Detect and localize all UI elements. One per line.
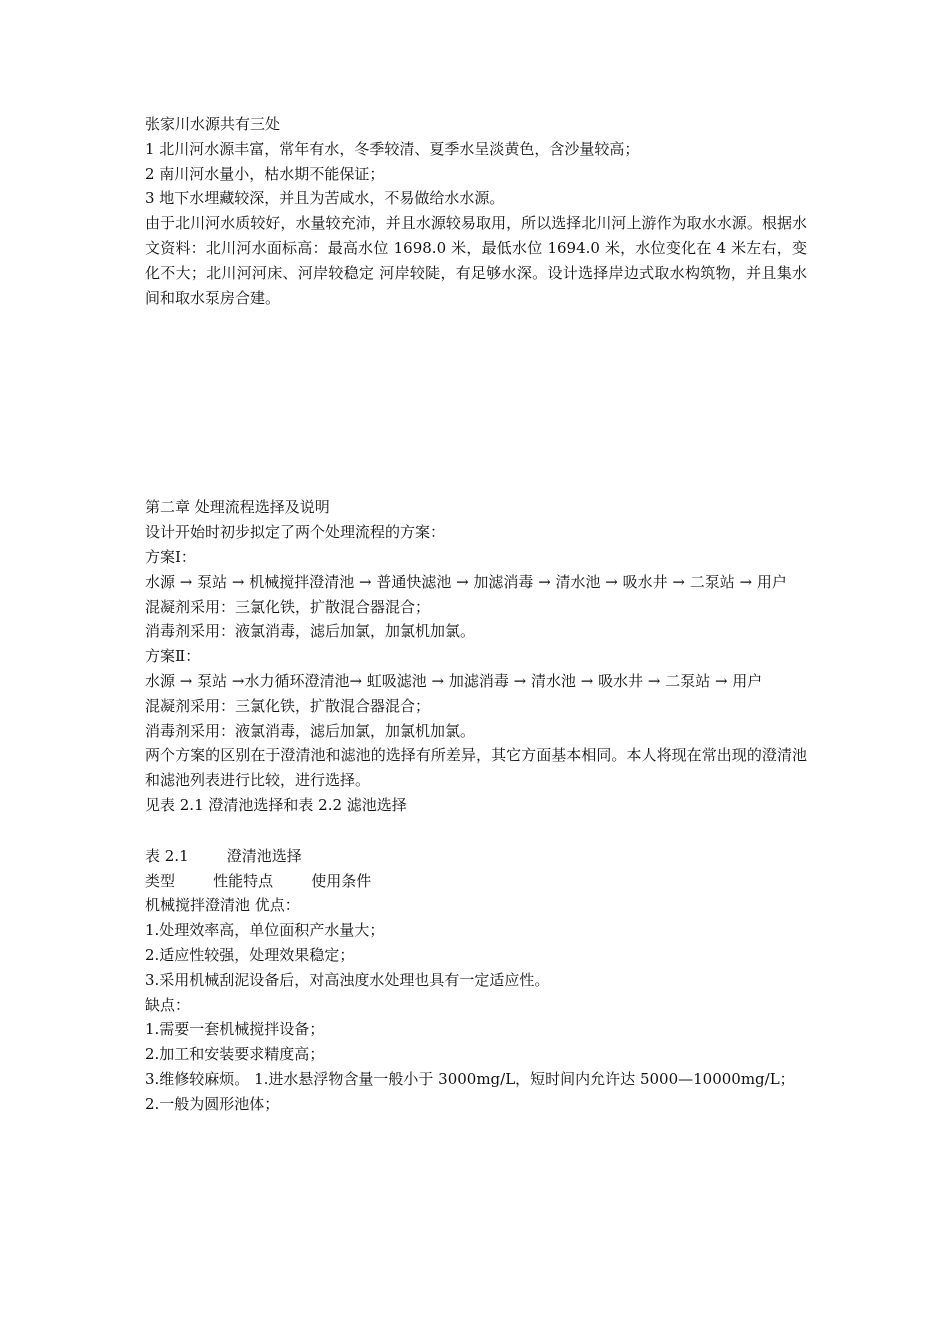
table-caption: 表 2.1 澄清池选择 — [145, 846, 302, 865]
intro-line-4: 3 地下水埋藏较深，并且为苦咸水，不易做给水水源。 — [145, 189, 505, 208]
scheme-1-label: 方案Ⅰ： — [145, 547, 196, 566]
table-row-line: 1.处理效率高，单位面积产水量大； — [145, 921, 385, 940]
document-body — [145, 112, 807, 1117]
table-row-line: 2.一般为圆形池体； — [145, 1094, 280, 1113]
scheme-2-label: 方案Ⅱ： — [145, 647, 201, 666]
table-row-line: 2.加工和安装要求精度高； — [145, 1045, 325, 1064]
scheme-2-coagulant: 混凝剂采用：三氯化铁，扩散混合器混合； — [145, 696, 431, 715]
scheme-2-flow: 水源 → 泵站 →水力循环澄清池→ 虹吸滤池 → 加滤消毒 → 清水池 → 吸水井 → 二泵站 → 用户 — [145, 671, 763, 690]
table-reference: 见表 2.1 澄清池选择和表 2.2 滤池选择 — [145, 795, 407, 814]
table-row-line: 机械搅拌澄清池 优点： — [145, 896, 300, 915]
comparison-paragraph: 两个方案的区别在于澄清池和滤池的选择有所差异，其它方面基本相同。本人将现在常出现的澄清池和滤池列表进行比较，进行选择。 — [145, 746, 807, 790]
intro-line-2: 1 北川河水源丰富，常年有水，冬季较清、夏季水呈淡黄色，含沙量较高； — [145, 139, 640, 158]
blank-space — [145, 310, 807, 495]
chapter-line-1: 设计开始时初步拟定了两个处理流程的方案： — [145, 523, 446, 542]
table-row-line: 3.采用机械刮泥设备后，对高浊度水处理也具有一定适应性。 — [145, 970, 550, 989]
table-row-line: 3.维修较麻烦。 1.进水悬浮物含量一般小于 3000mg/L，短时间内允许达 5000—10000mg/L； — [145, 1069, 795, 1088]
scheme-2-disinfectant: 消毒剂采用：液氯消毒，滤后加氯，加氯机加氯。 — [145, 721, 476, 740]
table-row-line: 1.需要一套机械搅拌设备； — [145, 1020, 325, 1039]
scheme-1-disinfectant: 消毒剂采用：液氯消毒，滤后加氯，加氯机加氯。 — [145, 622, 476, 641]
blank-space — [145, 818, 807, 844]
intro-line-1: 张家川水源共有三处 — [145, 115, 281, 133]
scheme-1-coagulant: 混凝剂采用：三氯化铁，扩散混合器混合； — [145, 597, 431, 616]
intro-paragraph: 由于北川河水质较好，水量较充沛，并且水源较易取用，所以选择北川河上游作为取水水源。根据水文资料：北川河水面标高：最高水位 1698.0 米，最低水位 1694.0 米，水位变化在 4 米左右，变化不大；北川河河床、河岸较稳定 河岸较陡，有足够水深。设计选择岸边式取水构筑物，并且集水间和取水泵房合建。 — [145, 214, 807, 307]
table-row-line: 2.适应性较强，处理效果稳定； — [145, 945, 355, 964]
table-row-line: 缺点： — [145, 995, 191, 1014]
table-column-headers: 类型 性能特点 使用条件 — [145, 871, 372, 890]
intro-line-3: 2 南川河水量小，枯水期不能保证； — [145, 164, 385, 183]
chapter-title: 第二章 处理流程选择及说明 — [145, 498, 330, 517]
scheme-1-flow: 水源 → 泵站 → 机械搅拌澄清池 → 普通快滤池 → 加滤消毒 → 清水池 → 吸水井 → 二泵站 → 用户 — [145, 572, 787, 591]
